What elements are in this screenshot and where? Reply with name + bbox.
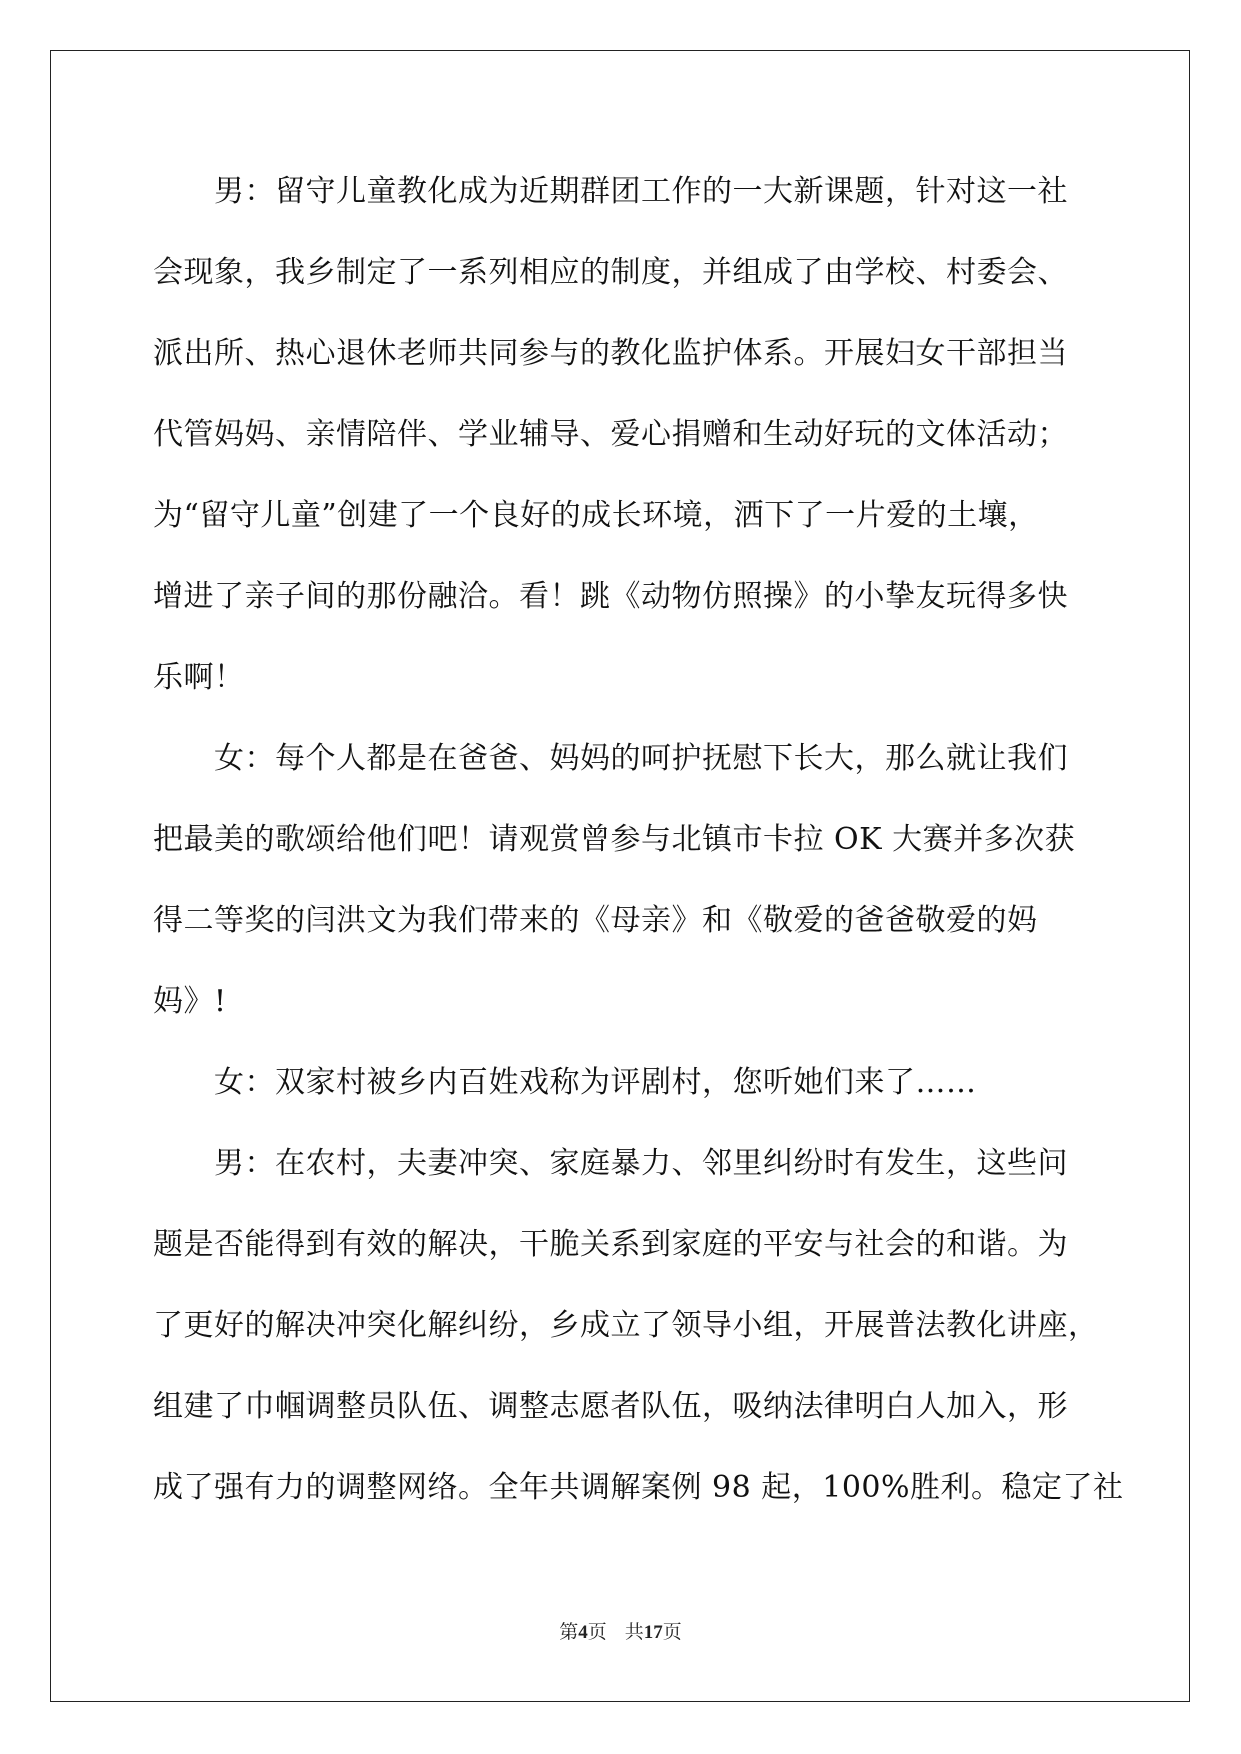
text-line: 女：每个人都是在爸爸、妈妈的呵护抚慰下长大，那么就让我们	[214, 741, 1068, 776]
page-number: 4	[578, 1622, 588, 1643]
text-line: 男：留守儿童教化成为近期群团工作的一大新课题，针对这一社	[214, 174, 1068, 209]
text-line: 妈》!	[153, 984, 227, 1019]
text-line: 组建了巾帼调整员队伍、调整志愿者队伍，吸纳法律明白人加入，形	[153, 1389, 1068, 1424]
total-suffix: 页	[662, 1622, 682, 1643]
text-line: 女：双家村被乡内百姓戏称为评剧村，您听她们来了……	[214, 1065, 977, 1100]
page-footer	[0, 1617, 1241, 1644]
text-line: 男：在农村，夫妻冲突、家庭暴力、邻里纠纷时有发生，这些问	[214, 1146, 1068, 1181]
text-line: 成了强有力的调整网络。全年共调解案例 98 起，100%胜利。稳定了社	[153, 1470, 1124, 1505]
document-body	[153, 164, 1124, 1541]
text-line: 了更好的解决冲突化解纠纷，乡成立了领导小组，开展普法教化讲座，	[153, 1308, 1099, 1343]
text-line: 增进了亲子间的那份融洽。看！跳《动物仿照操》的小挚友玩得多快	[153, 579, 1068, 614]
page-prefix: 第	[559, 1622, 579, 1643]
text-line: 为“留守儿童”创建了一个良好的成长环境，洒下了一片爱的土壤，	[153, 498, 1039, 533]
text-line: 得二等奖的闫洪文为我们带来的《母亲》和《敬爱的爸爸敬爱的妈	[153, 903, 1038, 938]
text-line: 派出所、热心退休老师共同参与的教化监护体系。开展妇女干部担当	[153, 336, 1068, 371]
page-suffix: 页	[587, 1622, 607, 1643]
text-line: 乐啊！	[153, 660, 245, 695]
text-line: 代管妈妈、亲情陪伴、学业辅导、爱心捐赠和生动好玩的文体活动；	[153, 417, 1068, 452]
text-line: 会现象，我乡制定了一系列相应的制度，并组成了由学校、村委会、	[153, 255, 1068, 290]
text-line: 把最美的歌颂给他们吧！请观赏曾参与北镇市卡拉 OK 大赛并多次获	[153, 822, 1076, 857]
text-line: 题是否能得到有效的解决，干脆关系到家庭的平安与社会的和谐。为	[153, 1227, 1068, 1262]
total-prefix: 共	[624, 1622, 644, 1643]
total-pages: 17	[643, 1622, 663, 1643]
